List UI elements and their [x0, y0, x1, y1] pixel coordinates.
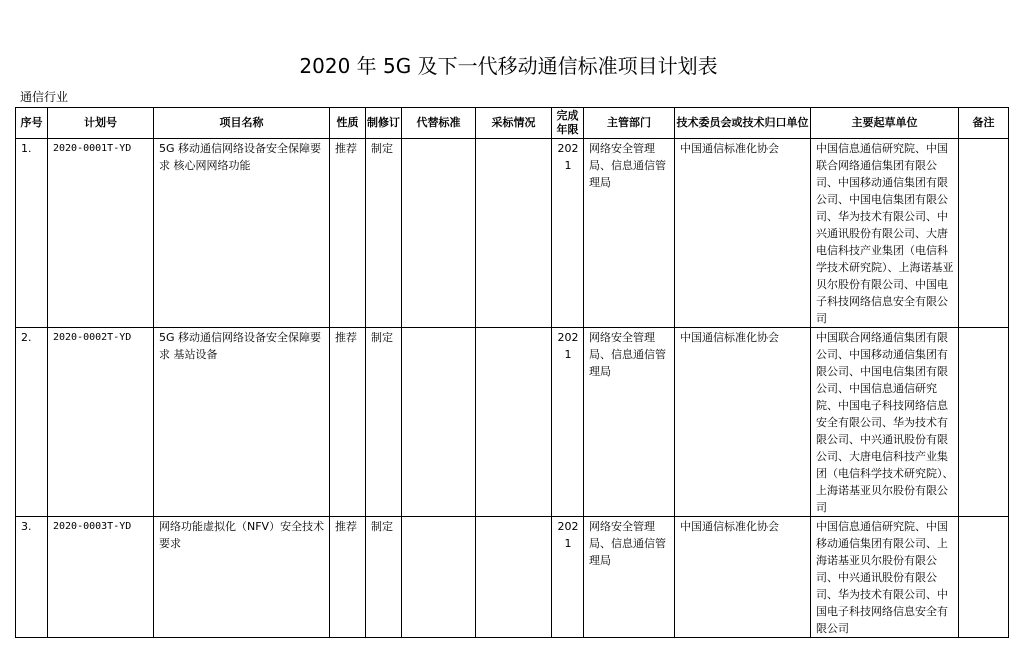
- row-revise: 制定: [371, 331, 393, 344]
- row-deadline: 2021: [557, 142, 579, 172]
- row-committee: 中国通信标准化协会: [680, 142, 779, 155]
- header-deadline: 完成年限: [552, 108, 584, 139]
- document-title: 2020 年 5G 及下一代移动通信标准项目计划表: [299, 54, 718, 78]
- standards-plan-table: [15, 107, 1009, 638]
- row-plan-no: 2020-0003T-YD: [53, 521, 132, 532]
- row-nature: 推荐: [335, 331, 357, 344]
- table-row: [16, 328, 1009, 517]
- row-project-name: 网络功能虚拟化（NFV）安全技术要求: [159, 520, 325, 550]
- header-plan-no: 计划号: [48, 108, 154, 139]
- row-project-name: 5G 移动通信网络设备安全保障要求 基站设备: [159, 331, 322, 361]
- header-nature: 性质: [330, 108, 366, 139]
- row-project-name: 5G 移动通信网络设备安全保障要求 核心网网络功能: [159, 142, 322, 172]
- row-plan-no: 2020-0002T-YD: [53, 332, 132, 343]
- row-nature: 推荐: [335, 520, 357, 533]
- header-adopt: 采标情况: [476, 108, 552, 139]
- table-header-row: [16, 108, 1009, 139]
- row-committee: 中国通信标准化协会: [680, 520, 779, 533]
- row-drafter: 中国联合网络通信集团有限公司、中国移动通信集团有限公司、中国电信集团有限公司、中国信息通信研究院、中国电子科技网络信息安全有限公司、华为技术有限公司、中兴通讯股份有限公司、大唐电信科技产业集团（电信科学技术研究院）、上海诺基亚贝尔股份有限公司: [816, 331, 954, 514]
- row-dept: 网络安全管理局、信息通信管理局: [589, 520, 666, 567]
- header-project-name: 项目名称: [154, 108, 330, 139]
- row-revise: 制定: [371, 520, 393, 533]
- row-nature: 推荐: [335, 142, 357, 155]
- row-deadline: 2021: [557, 520, 579, 550]
- header-note: 备注: [959, 108, 1009, 139]
- row-deadline: 2021: [557, 331, 579, 361]
- row-seq: 2.: [21, 331, 32, 344]
- row-committee: 中国通信标准化协会: [680, 331, 779, 344]
- table-row: [16, 139, 1009, 328]
- header-replace: 代替标准: [402, 108, 476, 139]
- row-seq: 1.: [21, 142, 32, 155]
- header-revise: 制修订: [366, 108, 402, 139]
- table-row: [16, 517, 1009, 638]
- header-drafter: 主要起草单位: [811, 108, 959, 139]
- row-drafter: 中国信息通信研究院、中国联合网络通信集团有限公司、中国移动通信集团有限公司、中国电信集团有限公司、华为技术有限公司、中兴通讯股份有限公司、大唐电信科技产业集团（电信科学技术研究院）、上海诺基亚贝尔股份有限公司、中国电子科技网络信息安全有限公司: [816, 142, 954, 325]
- header-dept: 主管部门: [584, 108, 675, 139]
- header-committee: 技术委员会或技术归口单位: [675, 108, 811, 139]
- row-drafter: 中国信息通信研究院、中国移动通信集团有限公司、上海诺基亚贝尔股份有限公司、中兴通讯股份有限公司、华为技术有限公司、中国电子科技网络信息安全有限公司: [816, 520, 948, 635]
- row-dept: 网络安全管理局、信息通信管理局: [589, 331, 666, 378]
- row-seq: 3.: [21, 520, 32, 533]
- row-plan-no: 2020-0001T-YD: [53, 143, 132, 154]
- row-revise: 制定: [371, 142, 393, 155]
- row-dept: 网络安全管理局、信息通信管理局: [589, 142, 666, 189]
- industry-label: 通信行业: [20, 90, 69, 104]
- header-seq: 序号: [16, 108, 48, 139]
